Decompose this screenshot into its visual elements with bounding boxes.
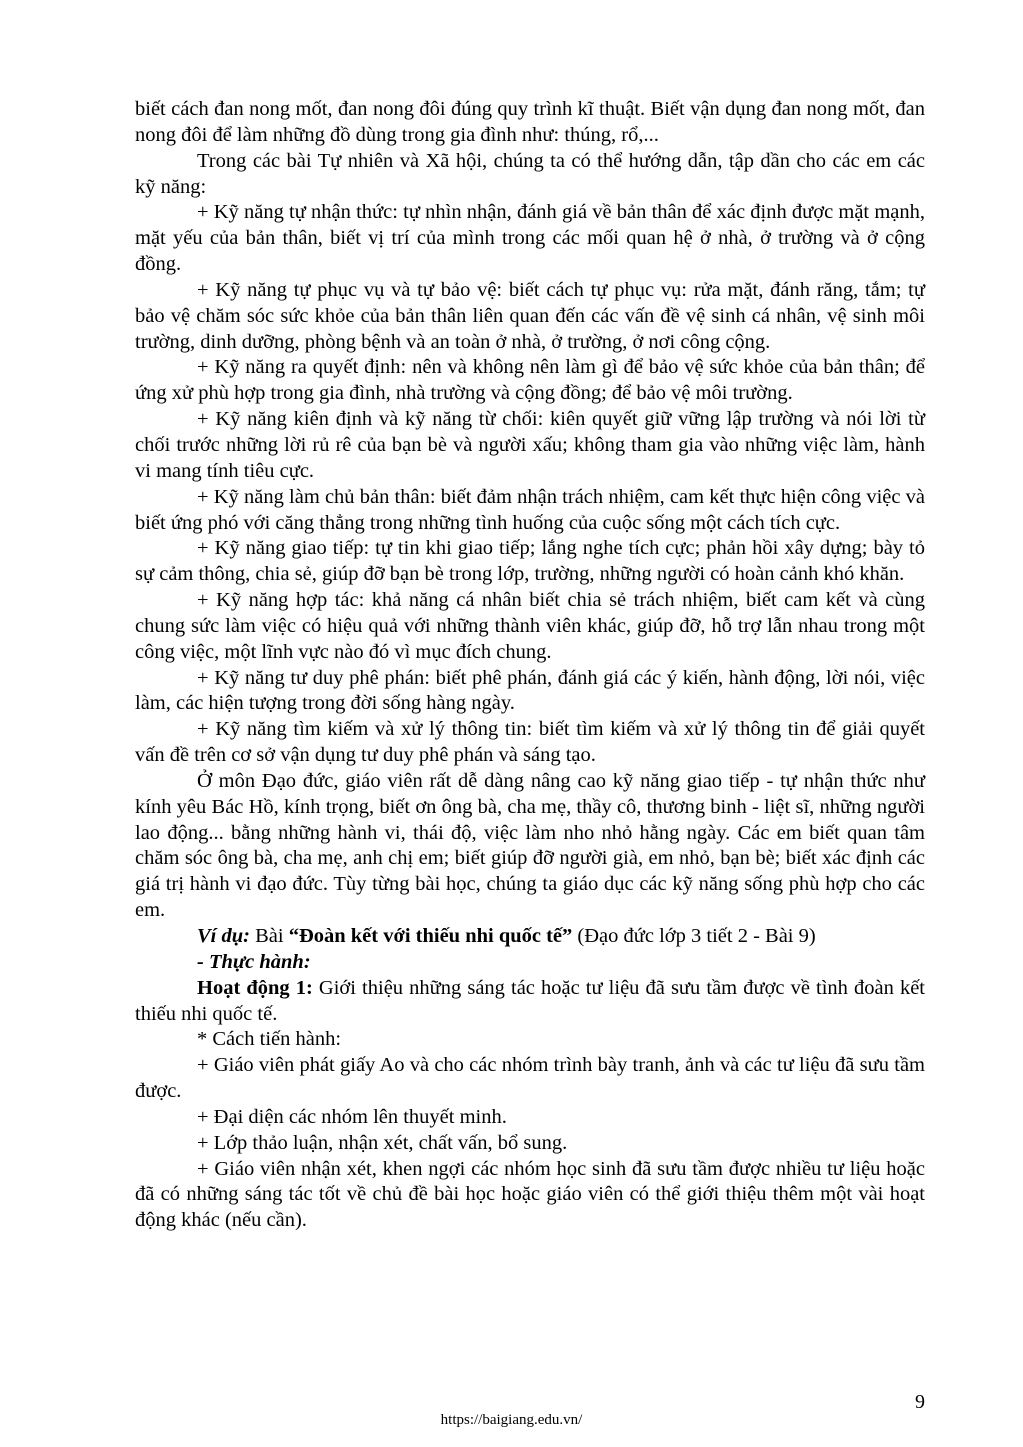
practice-heading-text: - Thực hành: xyxy=(197,950,311,973)
activity-label: Hoạt động 1: xyxy=(197,976,313,999)
paragraph: biết cách đan nong mốt, đan nong đôi đúng quy trình kĩ thuật. Biết vận dụng đan nong mốt, đan nong đôi để làm những đồ dùng trong gia đình như: thúng, rổ,... xyxy=(135,98,925,146)
paragraph: + Kỹ năng ra quyết định: nên và không nên làm gì để bảo vệ sức khỏe của bản thân; để ứng xử phù hợp trong gia đình, nhà trường và cộng đồng; để bảo vệ môi trường. xyxy=(135,356,925,405)
activity-text: Giới thiệu những sáng tác hoặc tư liệu đã sưu tầm được về tình đoàn kết thiếu nhi quốc tế. xyxy=(135,976,926,1025)
paragraph: + Kỹ năng kiên định và kỹ năng từ chối: kiên quyết giữ vững lập trường và nói lời từ chối trước những lời rủ rê của bạn bè và người xấu; không tham gia vào những việc làm, hành vi mang tính tiêu cực. xyxy=(135,408,925,482)
procedure-step: + Giáo viên phát giấy Ao và cho các nhóm trình bày tranh, ảnh và các tư liệu đã sưu tầm được. xyxy=(135,1054,925,1103)
activity-paragraph xyxy=(135,976,925,1028)
procedure-step: * Cách tiến hành: xyxy=(197,1028,342,1051)
document-body xyxy=(135,97,925,1234)
page-number: 9 xyxy=(915,1391,925,1413)
paragraph: + Kỹ năng tư duy phê phán: biết phê phán, đánh giá các ý kiến, hành động, lời nói, việc làm, các hiện tượng trong đời sống hàng ngày. xyxy=(135,666,925,715)
paragraph: + Kỹ năng tự nhận thức: tự nhìn nhận, đánh giá về bản thân để xác định được mặt mạnh, mặt yếu của bản thân, biết vị trí của mình trong các mối quan hệ ở nhà, ở trường và ở cộng đồng. xyxy=(135,201,925,276)
paragraph: + Kỹ năng làm chủ bản thân: biết đảm nhận trách nhiệm, cam kết thực hiện công việc và biết ứng phó với căng thẳng trong những tình huống của cuộc sống một cách tích cực. xyxy=(135,485,925,534)
paragraph: + Kỹ năng hợp tác: khả năng cá nhân biết chia sẻ trách nhiệm, biết cam kết và cùng chung sức làm việc có hiệu quả với những thành viên khác, giúp đỡ, hỗ trợ lẫn nhau trong một công việc, một lĩnh vực nào đó vì mục đích chung. xyxy=(135,589,925,663)
example-post: (Đạo đức lớp 3 tiết 2 - Bài 9) xyxy=(572,925,816,947)
paragraph: + Kỹ năng tự phục vụ và tự bảo vệ: biết cách tự phục vụ: rửa mặt, đánh răng, tắm; tự bảo vệ chăm sóc sức khỏe của bản thân liên quan đến các vấn đề vệ sinh cá nhân, vệ sinh môi trường, dinh dưỡng, phòng bệnh và an toàn ở nhà, ở trường, ở nơi công cộng. xyxy=(135,278,925,353)
example-line xyxy=(135,924,925,950)
example-label: Ví dụ: xyxy=(197,925,250,947)
footer-url[interactable]: https://baigiang.edu.vn/ xyxy=(440,1412,583,1428)
paragraph: + Kỹ năng tìm kiếm và xử lý thông tin: biết tìm kiếm và xử lý thông tin để giải quyết vấn đề trên cơ sở vận dụng tư duy phê phán và sáng tạo. xyxy=(135,718,925,767)
paragraph: Ở môn Đạo đức, giáo viên rất dễ dàng nâng cao kỹ năng giao tiếp - tự nhận thức như kính yêu Bác Hồ, kính trọng, biết ơn ông bà, cha mẹ, thầy cô, thương binh - liệt sĩ, những người lao động... bằng những hành vi, thái độ, việc làm nho nhỏ hằng ngày. Các em biết quan tâm chăm sóc ông bà, cha mẹ, anh chị em; biết giúp đỡ người già, em nhỏ, bạn bè; biết xác định các giá trị hành vi đạo đức. Tùy từng bài học, chúng ta giáo dục các kỹ năng sống phù hợp cho các em. xyxy=(135,769,925,922)
paragraph: Trong các bài Tự nhiên và Xã hội, chúng ta có thể hướng dẫn, tập dần cho các em các kỹ năng: xyxy=(135,149,925,198)
procedure-step: + Đại diện các nhóm lên thuyết minh. xyxy=(197,1105,507,1128)
procedure-step: + Lớp thảo luận, nhận xét, chất vấn, bổ sung. xyxy=(197,1131,568,1154)
procedure-step: + Giáo viên nhận xét, khen ngợi các nhóm học sinh đã sưu tầm được nhiều tư liệu hoặc đã có những sáng tác tốt về chủ đề bài học hoặc giáo viên có thể giới thiệu thêm một vài hoạt động khác (nếu cần). xyxy=(135,1157,925,1232)
practice-heading xyxy=(135,950,925,976)
example-title: “Đoàn kết với thiếu nhi quốc tế” xyxy=(288,925,573,947)
example-pre: Bài xyxy=(249,925,289,947)
paragraph: + Kỹ năng giao tiếp: tự tin khi giao tiếp; lắng nghe tích cực; phản hồi xây dựng; bày tỏ sự cảm thông, chia sẻ, giúp đỡ bạn bè trong lớp, trường, những người có hoàn cảnh khó khăn. xyxy=(135,537,925,586)
